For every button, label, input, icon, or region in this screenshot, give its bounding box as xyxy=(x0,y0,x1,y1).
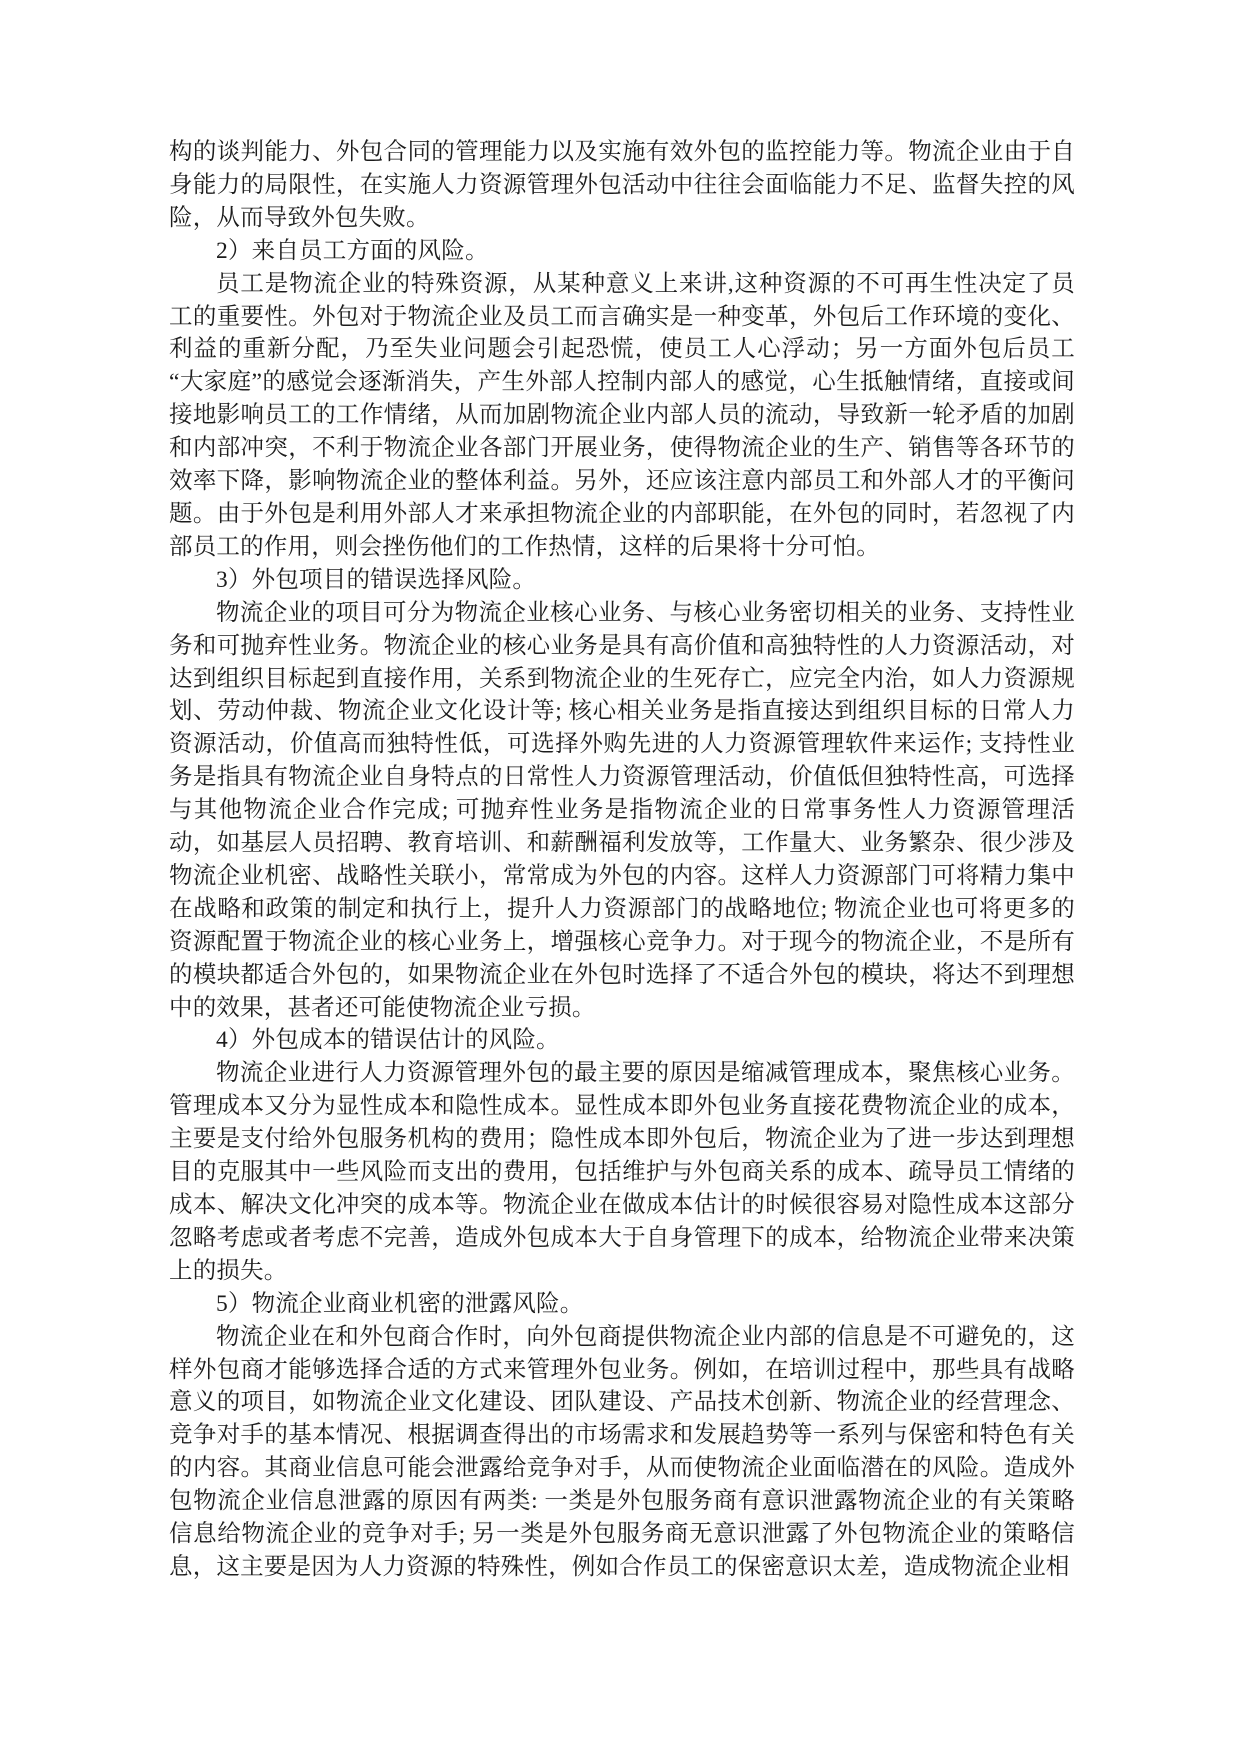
paragraph-outsourcing-failure-continuation: 构的谈判能力、外包合同的管理能力以及实施有效外包的监控能力等。物流企业由于自身能力的局限性，在实施人力资源管理外包活动中往往会面临能力不足、监督失控的风险，从而导致外包失败。 xyxy=(169,139,1075,231)
heading-risk-3-wrong-project-selection: 3）外包项目的错误选择风险。 xyxy=(216,566,537,593)
paragraph-trade-secret-leak-body: 物流企业在和外包商合作时，向外包商提供物流企业内部的信息是不可避免的，这样外包商才能够选择合适的方式来管理外包业务。例如，在培训过程中，那些具有战略意义的项目，如物流企业文化建设、团队建设、产品技术创新、物流企业的经营理念、竞争对手的基本情况、根据调查得出的市场需求和发展趋势等一系列与保密和特色有关的内容。其商业信息可能会泄露给竞争对手，从而使物流企业面临潜在的风险。造成外包物流企业信息泄露的原因有两类: 一类是外包服务商有意识泄露物流企业的有关策略信息给物流企业的竞争对手; 另一类是外包服务商无意识泄露了外包物流企业的策略信息，这主要是因为人力资源的特殊性，例如合作员工的保密意识太差，造成物流企业相 xyxy=(169,1323,1075,1580)
heading-risk-2-employee: 2）来自员工方面的风险。 xyxy=(216,237,489,264)
paragraph-cost-misestimation-body: 物流企业进行人力资源管理外包的最主要的原因是缩减管理成本，聚焦核心业务。管理成本又分为显性成本和隐性成本。显性成本即外包业务直接花费物流企业的成本，主要是支付给外包服务机构的费用；隐性成本即外包后，物流企业为了进一步达到理想目的克服其中一些风险而支出的费用，包括维护与外包商关系的成本、疏导员工情绪的成本、解决文化冲突的成本等。物流企业在做成本估计的时候很容易对隐性成本这部分忽略考虑或者考虑不完善，造成外包成本大于自身管理下的成本，给物流企业带来决策上的损失。 xyxy=(169,1060,1075,1284)
heading-risk-4-cost-misestimation: 4）外包成本的错误估计的风险。 xyxy=(216,1027,560,1054)
paragraph-project-selection-body: 物流企业的项目可分为物流企业核心业务、与核心业务密切相关的业务、支持性业务和可抛弃性业务。物流企业的核心业务是具有高价值和高独特性的人力资源活动，对达到组织目标起到直接作用，关系到物流企业的生死存亡，应完全内治，如人力资源规划、劳动仲裁、物流企业文化设计等; 核心相关业务是指直接达到组织目标的日常人力资源活动，价值高而独特性低，可选择外购先进的人力资源管理软件来运作; 支持性业务是指具有物流企业自身特点的日常性人力资源管理活动，价值低但独特性高，可选择与其他物流企业合作完成; 可抛弃性业务是指物流企业的日常事务性人力资源管理活动，如基层人员招聘、教育培训、和薪酬福利发放等，工作量大、业务繁杂、很少涉及物流企业机密、战略性关联小，常常成为外包的内容。这样人力资源部门可将精力集中在战略和政策的制定和执行上，提升人力资源部门的战略地位; 物流企业也可将更多的资源配置于物流企业的核心业务上，增强核心竞争力。对于现今的物流企业，不是所有的模块都适合外包的，如果物流企业在外包时选择了不适合外包的模块，将达不到理想中的效果，甚者还可能使物流企业亏损。 xyxy=(169,599,1075,1021)
heading-risk-5-trade-secret-leak: 5）物流企业商业机密的泄露风险。 xyxy=(216,1290,584,1317)
document-text-block xyxy=(169,136,1075,1584)
paragraph-employee-risk-body: 员工是物流企业的特殊资源，从某种意义上来讲,这种资源的不可再生性决定了员工的重要性。外包对于物流企业及员工而言确实是一种变革，外包后工作环境的变化、利益的重新分配，乃至失业问题会引起恐慌，使员工人心浮动；另一方面外包后员工“大家庭”的感觉会逐渐消失，产生外部人控制内部人的感觉，心生抵触情绪，直接或间接地影响员工的工作情绪，从而加剧物流企业内部人员的流动，导致新一轮矛盾的加剧和内部冲突，不利于物流企业各部门开展业务，使得物流企业的生产、销售等各环节的效率下降，影响物流企业的整体利益。另外，还应该注意内部员工和外部人才的平衡问题。由于外包是利用外部人才来承担物流企业的内部职能，在外包的同时，若忽视了内部员工的作用，则会挫伤他们的工作热情，这样的后果将十分可怕。 xyxy=(169,270,1075,560)
